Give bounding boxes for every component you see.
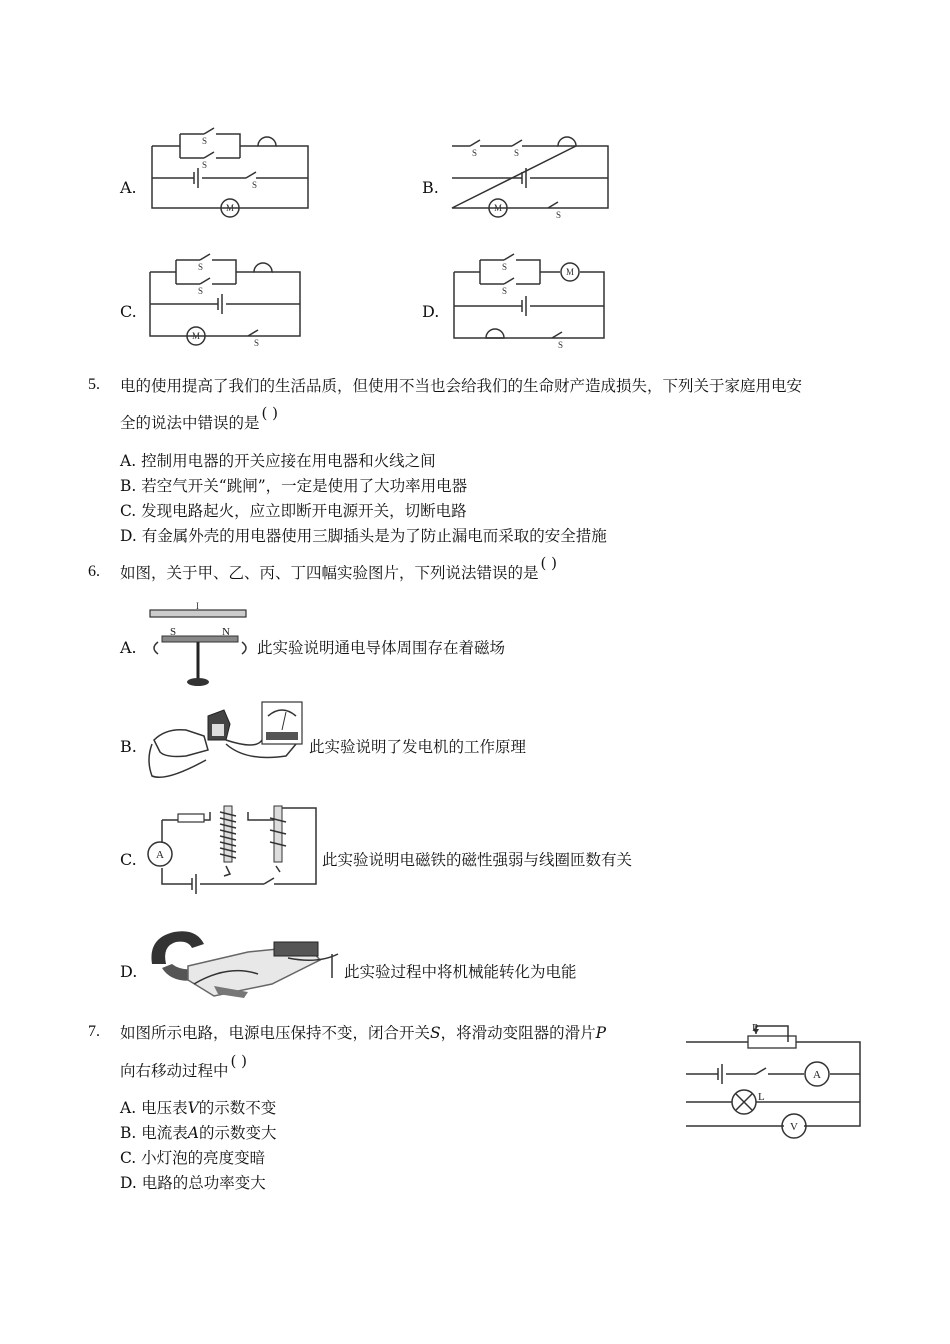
needle-n-label: N [222,626,230,638]
motor-label: M [494,203,503,213]
switch-variable: S [430,1024,441,1042]
ammeter-label: A [156,849,164,861]
s1-label: S [198,262,204,272]
option-label: B. [120,477,137,495]
ammeter-label: A [813,1069,821,1081]
option-text: 电压表 [141,1099,188,1117]
voltmeter-label: V [790,1121,798,1133]
current-label: I [196,601,199,611]
option-text: 的示数不变 [198,1099,277,1117]
q7-circuit-diagram [684,1022,864,1142]
q7-option-a[interactable] [120,1097,276,1119]
option-label: D. [120,527,137,545]
q6-option-b-text: 此实验说明了发电机的工作原理 [309,738,527,756]
q5-number: 5. [88,376,100,393]
q5-option-a[interactable] [120,450,436,472]
q5-option-c[interactable] [120,500,467,522]
q5-answer-paren[interactable]: ( ) [261,404,278,422]
q6-number: 6. [88,563,100,580]
option-label: C. [120,502,137,520]
q7-option-d[interactable] [120,1172,266,1194]
q7-stem-text: 向右移动过程中 [120,1062,229,1080]
q7-stem-part: 如图所示电路，电源电压保持不变，闭合开关 [120,1024,431,1042]
q6-option-d-text: 此实验过程中将机械能转化为电能 [344,963,577,981]
option-text: 有金属外壳的用电器使用三脚插头是为了防止漏电而采取的安全措施 [141,527,607,545]
motor-label: M [192,331,201,341]
q4-circuit-b [450,128,610,220]
option-label: A. [120,452,137,470]
s-label: S [254,338,260,348]
q4-option-c-label[interactable]: C. [120,302,137,321]
q7-stem-line2 [120,1052,247,1082]
q4-circuit-c [148,252,308,348]
slider-variable: P [595,1024,607,1042]
q5-option-b[interactable] [120,475,467,497]
option-text: 发现电路起火，应立即断开电源开关，切断电路 [141,502,467,520]
motor-label: M [566,267,575,277]
lamp-label: L [758,1091,765,1103]
option-label: B. [120,1124,137,1142]
q6-answer-paren[interactable]: ( ) [540,554,557,572]
q7-number: 7. [88,1023,100,1040]
q5-stem-line1: 电的使用提高了我们的生活品质，但使用不当也会给我们的生命财产造成损失，下列关于家庭用电安 [120,377,803,395]
slider-label: P [752,1022,759,1034]
option-text: 小灯泡的亮度变暗 [141,1149,266,1167]
q4-circuit-a [150,128,310,213]
q7-stem-part: ，将滑动变阻器的滑片 [440,1024,596,1042]
option-variable: V [187,1099,199,1117]
option-label: A. [120,1099,137,1117]
q6-option-c-text: 此实验说明电磁铁的磁性强弱与线圈匝数有关 [322,851,633,869]
s1-label: S [502,262,508,272]
option-text: 电流表 [141,1124,188,1142]
q4-option-a-label[interactable]: A. [120,178,137,197]
q6-option-c-label[interactable]: C. [120,850,137,869]
s2-label: S [514,148,520,158]
s2-label: S [202,160,208,170]
q4-circuit-d [452,258,612,348]
q4-option-b-label[interactable]: B. [422,178,439,197]
option-text: 若空气开关“跳闸”，一定是使用了大功率用电器 [141,477,468,495]
q6-option-a-label[interactable]: A. [120,638,137,657]
q6-stem [120,554,557,584]
needle-s-label: S [170,626,177,638]
q7-option-c[interactable] [120,1147,265,1169]
option-label: D. [120,1174,137,1192]
q5-stem-text: 全的说法中错误的是 [120,414,260,432]
electromagnet-experiment-image [146,798,321,890]
s2-label: S [198,286,204,296]
s1-label: S [472,148,478,158]
option-label: C. [120,1149,137,1167]
option-text: 控制用电器的开关应接在用电器和火线之间 [141,452,436,470]
q4-option-d-label[interactable]: D. [422,302,440,321]
q6-option-b-label[interactable]: B. [120,737,137,756]
s-label: S [556,210,562,220]
generator-experiment-image [146,700,308,785]
q6-option-a-text: 此实验说明通电导体周围存在着磁场 [257,639,506,657]
magnet-generator-experiment-image [148,924,343,1004]
q6-option-d-label[interactable]: D. [120,962,138,981]
s2-label: S [502,286,508,296]
s-label: S [558,340,564,350]
s-label: S [252,180,258,190]
q5-stem-line2 [120,404,278,434]
option-text: 电路的总功率变大 [141,1174,266,1192]
q5-option-d[interactable] [120,525,607,547]
motor-label: M [226,203,235,213]
q6-stem-text: 如图，关于甲、乙、丙、丁四幅实验图片，下列说法错误的是 [120,564,539,582]
q7-answer-paren[interactable]: ( ) [230,1052,247,1070]
q7-stem-line1 [120,1022,606,1044]
option-variable: A [187,1124,199,1142]
q7-option-b[interactable] [120,1122,277,1144]
s1-label: S [202,136,208,146]
option-text: 的示数变大 [198,1124,277,1142]
oersted-experiment-image [148,600,256,690]
